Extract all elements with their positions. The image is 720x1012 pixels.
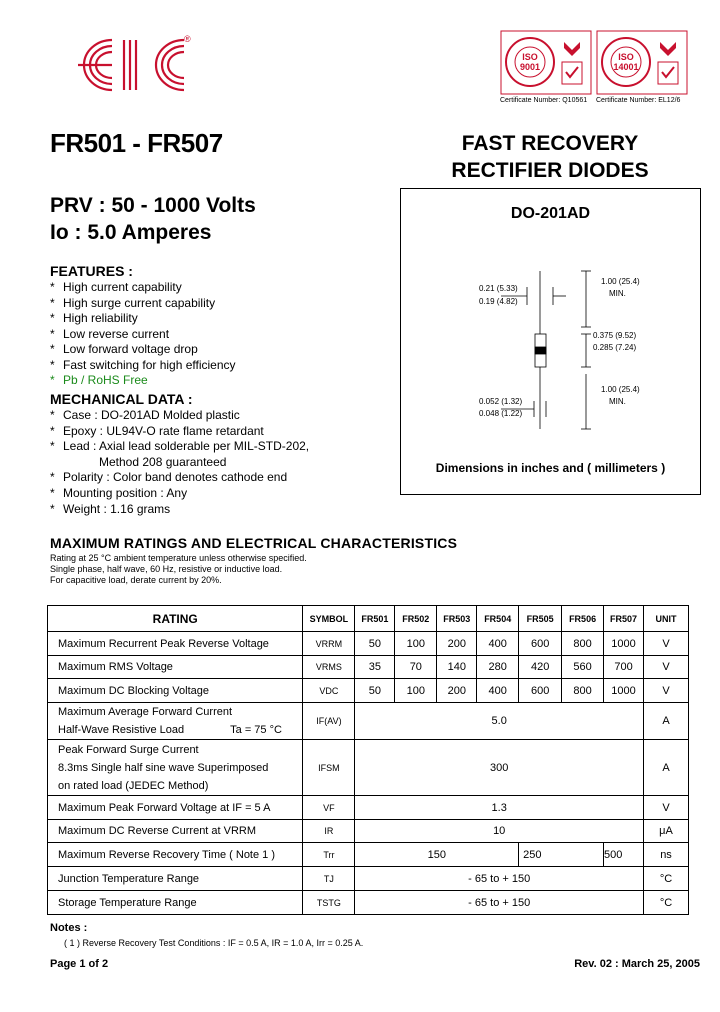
- table-cell: Junction Temperature Range: [48, 867, 303, 891]
- list-item: Method 208 guaranteed: [99, 454, 227, 469]
- table-cell: FR506: [562, 606, 604, 632]
- features-heading: FEATURES :: [50, 263, 133, 279]
- notes-heading: Notes :: [50, 922, 88, 934]
- prv-spec: PRV : 50 - 1000 Volts Io : 5.0 Amperes: [50, 194, 256, 244]
- table-cell: 50: [355, 632, 395, 656]
- product-title: FAST RECOVERY RECTIFIER DIODES: [451, 132, 649, 182]
- list-item: * Epoxy : UL94V-O rate flame retardant: [50, 423, 264, 438]
- dim-body-dia-b: 0.19 (4.82): [479, 297, 518, 306]
- table-row: [48, 867, 689, 891]
- table-row: [48, 820, 689, 843]
- package-title: DO-201AD: [510, 205, 591, 222]
- list-item: * Fast switching for high efficiency: [50, 357, 236, 372]
- table-cell: VRMS: [303, 656, 355, 679]
- list-item: * Mounting position : Any: [50, 485, 188, 500]
- table-cell: 100: [395, 632, 437, 656]
- table-cell: 250: [519, 843, 604, 867]
- table-cell: 35: [355, 656, 395, 679]
- dim-lead-bottom: 1.00 (25.4): [601, 385, 640, 394]
- table-cell: A: [644, 703, 689, 740]
- dim-length-b: 0.285 (7.24): [593, 343, 637, 352]
- list-item: * High surge current capability: [50, 295, 216, 310]
- table-cell: 10: [355, 820, 644, 843]
- dim-body-dia-a: 0.21 (5.33): [479, 284, 518, 293]
- dim-length-a: 0.375 (9.52): [593, 331, 637, 340]
- table-cell: - 65 to + 150: [355, 867, 644, 891]
- table-cell: 1000: [604, 679, 644, 703]
- iso9001-badge: [500, 30, 610, 110]
- table-cell: VRRM: [303, 632, 355, 656]
- list-item: * Pb / RoHS Free: [50, 372, 148, 387]
- table-cell: 800: [562, 679, 604, 703]
- dim-lead-dia-b: 0.048 (1.22): [479, 409, 523, 418]
- table-cell: 70: [395, 656, 437, 679]
- table-cell: Peak Forward Surge Current 8.3ms Single half sine wave Superimposed on rated load (JEDEC Method): [48, 740, 303, 796]
- table-cell: ns: [644, 843, 689, 867]
- part-title: FR501 - FR507: [50, 128, 223, 158]
- eic-logo: [60, 30, 200, 100]
- cert-number: Certificate Number: EL12/6: [596, 97, 681, 104]
- table-cell: 300: [355, 740, 644, 796]
- table-cell: Maximum Recurrent Peak Reverse Voltage: [48, 632, 303, 656]
- list-item: * High reliability: [50, 311, 138, 326]
- table-row: [48, 740, 689, 796]
- table-cell: 100: [395, 679, 437, 703]
- registered-mark: ®: [184, 34, 191, 44]
- table-cell: Maximum Reverse Recovery Time ( Note 1 ): [48, 843, 303, 867]
- cert-number: Certificate Number: Q10561: [500, 97, 588, 104]
- table-row: [48, 796, 689, 820]
- max-ratings-heading: MAXIMUM RATINGS AND ELECTRICAL CHARACTERISTICS: [50, 535, 458, 551]
- dim-min: MIN.: [609, 289, 626, 298]
- mech-list: [50, 408, 309, 517]
- max-ratings-notes: Rating at 25 °C ambient temperature unless otherwise specified. Single phase, half wave, 60 Hz, resistive or inductive load. For capacitive load, derate current by 20%.: [50, 553, 307, 585]
- table-cell: FR507: [604, 606, 644, 632]
- table-cell: 400: [477, 632, 519, 656]
- table-cell: TJ: [303, 867, 355, 891]
- iso9001-seal-icon: [500, 30, 592, 95]
- table-cell: VF: [303, 796, 355, 820]
- dim-lead-dia-a: 0.052 (1.32): [479, 397, 523, 406]
- svg-text:9001: 9001: [519, 62, 541, 72]
- table-cell: IFSM: [303, 740, 355, 796]
- table-row: [48, 891, 689, 915]
- table-cell: 600: [519, 632, 562, 656]
- table-cell: FR502: [395, 606, 437, 632]
- table-cell: FR501: [355, 606, 395, 632]
- table-header-row: [48, 606, 689, 632]
- table-cell: 560: [562, 656, 604, 679]
- list-item: * High current capability: [50, 280, 182, 294]
- ratings-table: [47, 605, 689, 915]
- note-1: ( 1 ) Reverse Recovery Test Conditions : IF = 0.5 A, IR = 1.0 A, Irr = 0.25 A.: [64, 938, 364, 948]
- list-item: * Lead : Axial lead solderable per MIL-STD-202,: [50, 439, 310, 454]
- table-cell: μA: [644, 820, 689, 843]
- table-row: [48, 703, 689, 740]
- table-cell: 150: [355, 843, 519, 867]
- svg-text:14001: 14001: [613, 62, 639, 72]
- table-cell: VDC: [303, 679, 355, 703]
- table-cell: °C: [644, 891, 689, 915]
- svg-text:ISO: ISO: [522, 52, 538, 62]
- table-cell: RATING: [48, 606, 303, 632]
- table-cell: V: [644, 796, 689, 820]
- table-cell: 500: [604, 843, 644, 867]
- mech-heading: MECHANICAL DATA :: [50, 391, 193, 407]
- table-cell: Maximum Average Forward Current Half-Wave Resistive Load Ta = 75 °C: [48, 703, 303, 740]
- table-cell: 1.3: [355, 796, 644, 820]
- table-cell: Maximum DC Blocking Voltage: [48, 679, 303, 703]
- table-cell: SYMBOL: [303, 606, 355, 632]
- features-list: [50, 280, 236, 386]
- table-cell: 200: [437, 632, 477, 656]
- diode-outline-drawing: [401, 189, 700, 494]
- table-cell: V: [644, 656, 689, 679]
- table-cell: - 65 to + 150: [355, 891, 644, 915]
- table-cell: V: [644, 679, 689, 703]
- list-item: * Case : DO-201AD Molded plastic: [50, 408, 240, 422]
- table-cell: A: [644, 740, 689, 796]
- package-note: Dimensions in inches and ( millimeters ): [435, 461, 666, 475]
- table-cell: 140: [437, 656, 477, 679]
- table-row: [48, 632, 689, 656]
- dim-lead-top: 1.00 (25.4): [601, 277, 640, 286]
- table-cell: V: [644, 632, 689, 656]
- list-item: * Low forward voltage drop: [50, 342, 198, 357]
- table-row: [48, 679, 689, 703]
- table-cell: Maximum Peak Forward Voltage at IF = 5 A: [48, 796, 303, 820]
- iso14001-seal-icon: [596, 30, 688, 95]
- table-cell: IR: [303, 820, 355, 843]
- table-cell: FR504: [477, 606, 519, 632]
- revision: Rev. 02 : March 25, 2005: [574, 958, 700, 970]
- table-cell: °C: [644, 867, 689, 891]
- table-cell: Maximum RMS Voltage: [48, 656, 303, 679]
- table-cell: 800: [562, 632, 604, 656]
- table-cell: 5.0: [355, 703, 644, 740]
- svg-text:ISO: ISO: [618, 52, 634, 62]
- table-cell: Storage Temperature Range: [48, 891, 303, 915]
- page-number: Page 1 of 2: [50, 958, 109, 970]
- table-cell: 50: [355, 679, 395, 703]
- dim-min: MIN.: [609, 397, 626, 406]
- table-cell: UNIT: [644, 606, 689, 632]
- table-cell: Maximum DC Reverse Current at VRRM: [48, 820, 303, 843]
- table-cell: Trr: [303, 843, 355, 867]
- table-row: [48, 843, 689, 867]
- table-cell: 700: [604, 656, 644, 679]
- table-cell: IF(AV): [303, 703, 355, 740]
- list-item: * Weight : 1.16 grams: [50, 501, 171, 516]
- table-cell: 600: [519, 679, 562, 703]
- list-item: * Low reverse current: [50, 326, 170, 341]
- package-outline: [400, 188, 701, 495]
- iso14001-badge: [596, 30, 706, 110]
- table-cell: 1000: [604, 632, 644, 656]
- table-cell: FR503: [437, 606, 477, 632]
- table-row: [48, 656, 689, 679]
- table-cell: 280: [477, 656, 519, 679]
- table-cell: 420: [519, 656, 562, 679]
- list-item: * Polarity : Color band denotes cathode end: [50, 470, 288, 485]
- table-cell: 200: [437, 679, 477, 703]
- table-cell: FR505: [519, 606, 562, 632]
- table-cell: TSTG: [303, 891, 355, 915]
- table-cell: 400: [477, 679, 519, 703]
